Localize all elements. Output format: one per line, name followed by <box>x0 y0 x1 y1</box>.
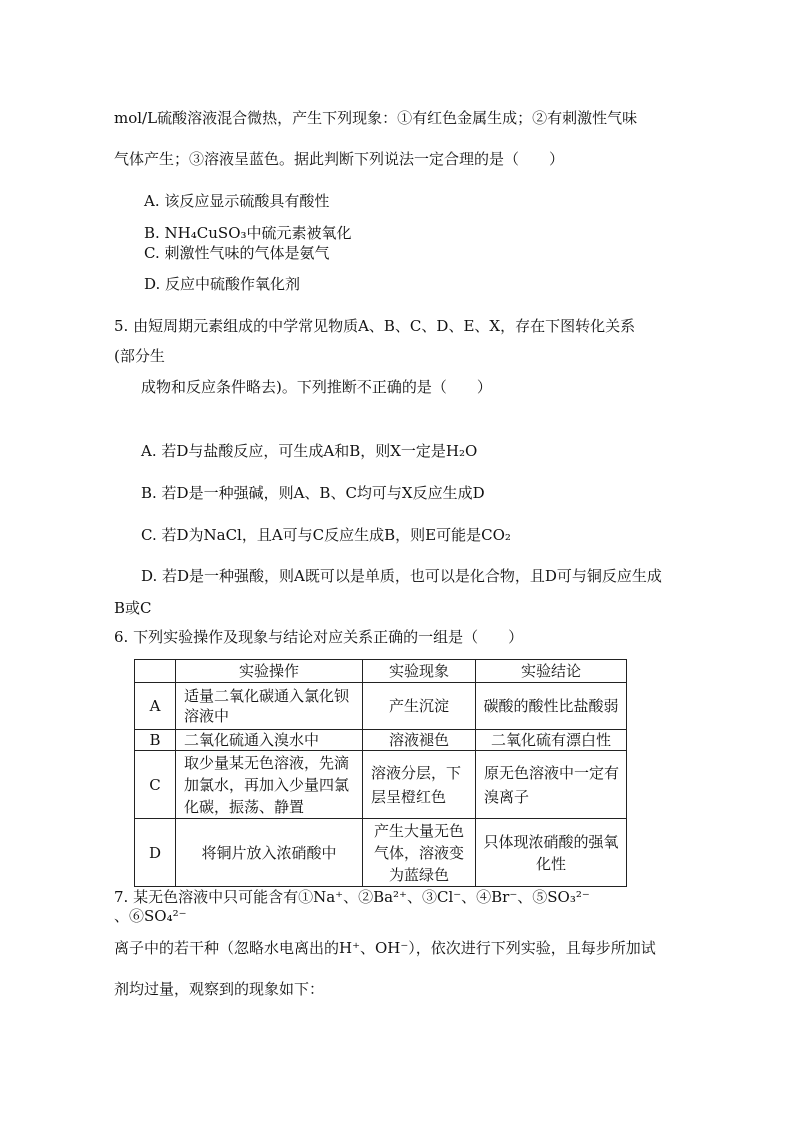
q5-line1: 5. 由短周期元素组成的中学常见物质A、B、C、D、E、X，存在下图转化关系 <box>114 317 636 335</box>
row-conclusion: 二氧化硫有漂白性 <box>476 730 627 751</box>
row-operation: 将铜片放入浓硝酸中 <box>176 819 363 887</box>
row-phenomenon: 产生大量无色气体，溶液变为蓝绿色 <box>363 819 476 887</box>
row-label: B <box>135 730 176 751</box>
q4-line1: mol/L硫酸溶液混合微热，产生下列现象：①有红色金属生成；②有刺激性气味 <box>114 109 638 127</box>
q7-line2: 、⑥SO₄²⁻ <box>114 907 187 925</box>
row-phenomenon: 产生沉淀 <box>363 683 476 730</box>
row-operation: 适量二氧化碳通入氯化钡溶液中 <box>176 683 363 730</box>
row-conclusion: 原无色溶液中一定有溴离子 <box>476 751 627 819</box>
row-label: C <box>135 751 176 819</box>
q6-table <box>134 659 627 887</box>
q5-option-d-tail: B或C <box>114 599 152 617</box>
q5-option-d: D. 若D是一种强酸，则A既可以是单质，也可以是化合物，且D可与铜反应生成 <box>141 567 662 585</box>
q4-option-b: B. NH₄CuSO₃中硫元素被氧化 <box>144 224 352 242</box>
row-operation: 取少量某无色溶液，先滴加氯水，再加入少量四氯化碳，振荡、静置 <box>176 751 363 819</box>
row-phenomenon: 溶液分层，下层呈橙红色 <box>363 751 476 819</box>
header-cell-conclusion: 实验结论 <box>476 660 627 683</box>
table-row <box>135 819 627 887</box>
header-cell-blank <box>135 660 176 683</box>
row-label: D <box>135 819 176 887</box>
q5-line2: (部分生 <box>114 347 165 365</box>
q7-line1: 7. 某无色溶液中只可能含有①Na⁺、②Ba²⁺、③Cl⁻、④Br⁻、⑤SO₃²⁻ <box>114 888 590 906</box>
q7-line3: 离子中的若干种（忽略水电离出的H⁺、OH⁻），依次进行下列实验，且每步所加试 <box>114 939 656 957</box>
q5-option-c: C. 若D为NaCl，且A可与C反应生成B，则E可能是CO₂ <box>141 526 511 544</box>
q4-option-d: D. 反应中硫酸作氧化剂 <box>144 275 301 293</box>
q5-option-a: A. 若D与盐酸反应，可生成A和B，则X一定是H₂O <box>141 442 478 460</box>
row-operation: 二氧化硫通入溴水中 <box>176 730 363 751</box>
q5-line3: 成物和反应条件略去)。下列推断不正确的是（ ） <box>141 378 492 396</box>
table-header-row <box>135 660 627 683</box>
header-cell-operation: 实验操作 <box>176 660 363 683</box>
header-cell-phenomenon: 实验现象 <box>363 660 476 683</box>
q5-option-b: B. 若D是一种强碱，则A、B、C均可与X反应生成D <box>141 484 485 502</box>
row-label: A <box>135 683 176 730</box>
q4-line2: 气体产生；③溶液呈蓝色。据此判断下列说法一定合理的是（ ） <box>114 150 565 168</box>
row-phenomenon: 溶液褪色 <box>363 730 476 751</box>
row-conclusion: 只体现浓硝酸的强氧化性 <box>476 819 627 887</box>
q6-stem: 6. 下列实验操作及现象与结论对应关系正确的一组是（ ） <box>114 628 524 646</box>
q4-option-c: C. 刺激性气味的气体是氨气 <box>144 244 330 262</box>
q4-option-a: A. 该反应显示硫酸具有酸性 <box>144 192 330 210</box>
table-row <box>135 683 627 730</box>
row-conclusion: 碳酸的酸性比盐酸弱 <box>476 683 627 730</box>
q7-line4: 剂均过量，观察到的现象如下： <box>114 980 325 998</box>
table-row <box>135 730 627 751</box>
table-row <box>135 751 627 819</box>
